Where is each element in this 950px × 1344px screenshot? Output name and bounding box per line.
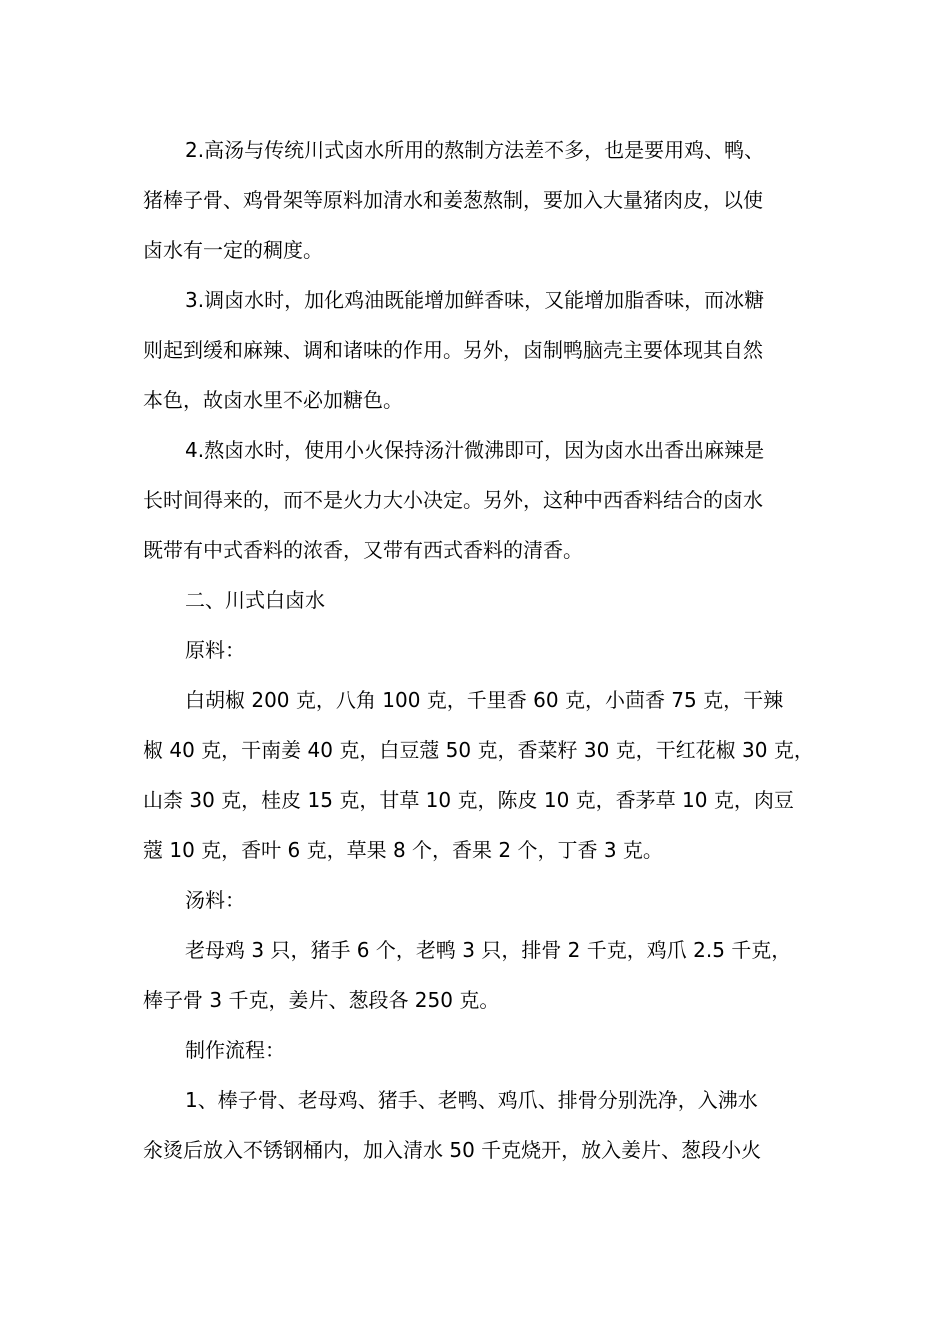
step-1 xyxy=(143,1075,818,1175)
label-text: 原料： xyxy=(185,638,245,662)
text-line: 白胡椒 200 克，八角 100 克，千里香 60 克，小茴香 75 克，干辣 xyxy=(185,688,784,712)
text-line: 氽烫后放入不锈钢桶内，加入清水 50 千克烧开，放入姜片、葱段小火 xyxy=(143,1138,762,1162)
text-line: 椒 40 克，干南姜 40 克，白豆蔻 50 克，香菜籽 30 克，干红花椒 30 克， xyxy=(143,738,814,762)
text-line: 2.高汤与传统川式卤水所用的熬制方法差不多，也是要用鸡、鸭、 xyxy=(185,138,765,162)
text-line: 3.调卤水时，加化鸡油既能增加鲜香味，又能增加脂香味，而冰糖 xyxy=(185,288,765,312)
soup-label xyxy=(143,875,818,925)
paragraph-note-2 xyxy=(143,125,818,275)
paragraph-note-4 xyxy=(143,425,818,575)
text-line: 1、棒子骨、老母鸡、猪手、老鸭、鸡爪、排骨分别洗净，入沸水 xyxy=(185,1088,758,1112)
text-line: 棒子骨 3 千克，姜片、葱段各 250 克。 xyxy=(143,988,500,1012)
text-line: 老母鸡 3 只，猪手 6 个，老鸭 3 只，排骨 2 千克，鸡爪 2.5 千克， xyxy=(185,938,792,962)
paragraph-note-3 xyxy=(143,275,818,425)
text-line: 则起到缓和麻辣、调和诸味的作用。另外，卤制鸭脑壳主要体现其自然 xyxy=(143,338,763,362)
text-line: 本色，故卤水里不必加糖色。 xyxy=(143,388,403,412)
label-text: 汤料： xyxy=(185,888,245,912)
process-label xyxy=(143,1025,818,1075)
text-line: 卤水有一定的稠度。 xyxy=(143,238,323,262)
soup-list xyxy=(143,925,818,1025)
text-line: 蔻 10 克，香叶 6 克，草果 8 个，香果 2 个，丁香 3 克。 xyxy=(143,838,663,862)
heading-text: 二、川式白卤水 xyxy=(185,588,325,612)
text-line: 长时间得来的，而不是火力大小决定。另外，这种中西香料结合的卤水 xyxy=(143,488,763,512)
ingredients-label xyxy=(143,625,818,675)
text-line: 猪棒子骨、鸡骨架等原料加清水和姜葱熬制，要加入大量猪肉皮，以使 xyxy=(143,188,763,212)
text-line: 4.熬卤水时，使用小火保持汤汁微沸即可，因为卤水出香出麻辣是 xyxy=(185,438,765,462)
text-line: 既带有中式香料的浓香，又带有西式香料的清香。 xyxy=(143,538,583,562)
label-text: 制作流程： xyxy=(185,1038,285,1062)
text-line: 山柰 30 克，桂皮 15 克，甘草 10 克，陈皮 10 克，香茅草 10 克，肉豆 xyxy=(143,788,794,812)
ingredients-list xyxy=(143,675,818,875)
document-body xyxy=(143,125,818,1175)
section-heading xyxy=(143,575,818,625)
